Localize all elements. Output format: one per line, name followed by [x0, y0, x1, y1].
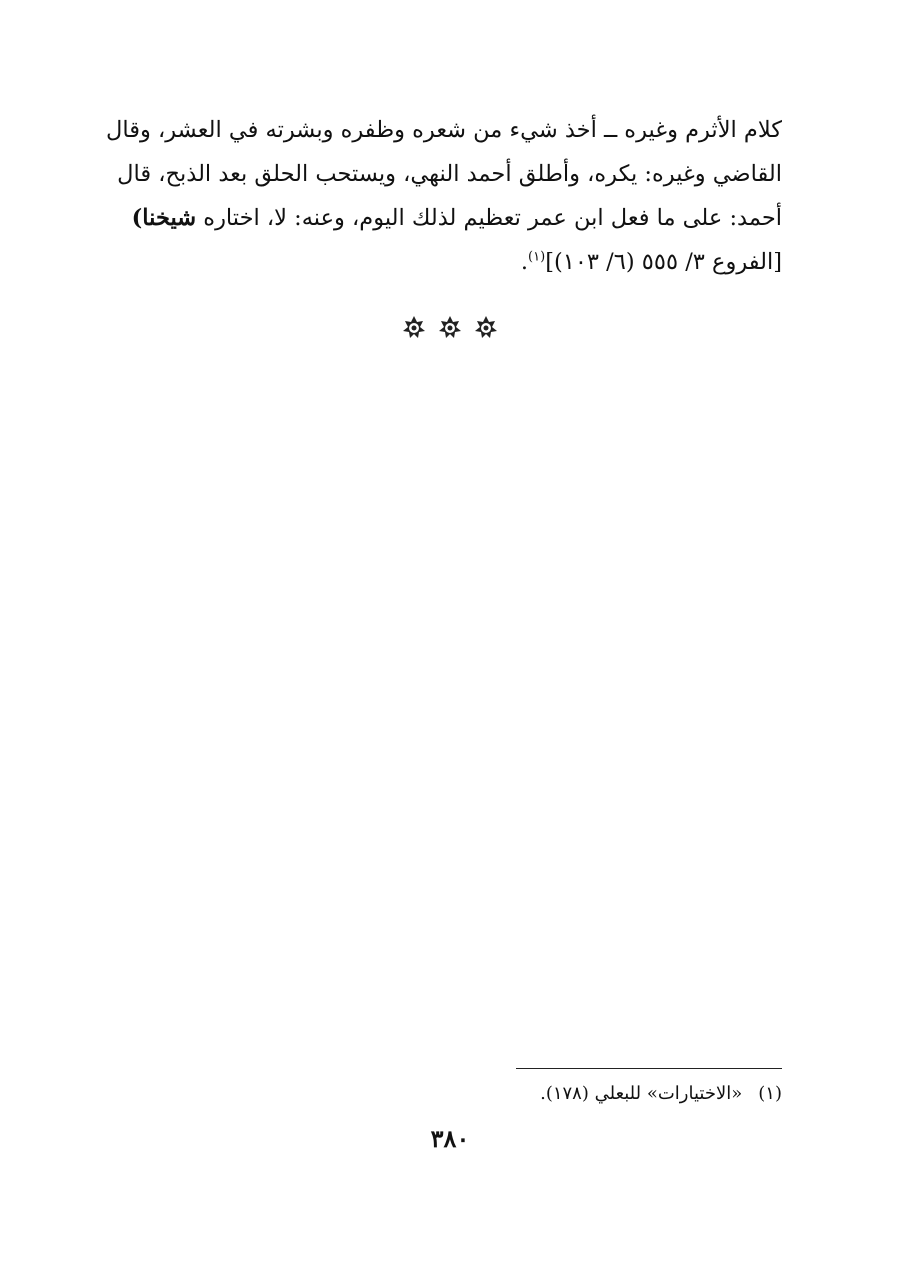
footnote-reference: (١)	[528, 249, 546, 265]
footnote-number: (١)	[758, 1083, 782, 1104]
body-line-1: كلام الأثرم وغيره ــ أخذ شيء من شعره وظفره وبشرته في العشر، وقال	[106, 117, 782, 143]
section-divider-ornaments	[0, 315, 900, 341]
body-line-3	[118, 196, 782, 240]
end-punctuation: .	[520, 249, 529, 275]
body-line-4	[118, 240, 782, 284]
star-ornament-icon	[473, 315, 499, 341]
body-line-2: القاضي وغيره: يكره، وأطلق أحمد النهي، ويستحب الحلق بعد الذبح، قال	[117, 161, 782, 187]
footnote-text: «الاختيارات» للبعلي (١٧٨).	[540, 1083, 743, 1104]
page-number: ٣٨٠	[430, 1124, 470, 1153]
body-text	[106, 108, 782, 284]
body-line-3-text: أحمد: على ما فعل ابن عمر تعظيم لذلك اليوم، وعنه: لا، اختاره	[203, 205, 782, 231]
shaykhuna-emphasis: شيخنا)	[131, 205, 197, 231]
source-citation: [الفروع ٣/ ٥٥٥ (٦/ ١٠٣)]	[545, 249, 782, 275]
footnote	[540, 1080, 782, 1108]
star-ornament-icon	[437, 315, 463, 341]
footnote-separator	[516, 1068, 782, 1069]
star-ornament-icon	[401, 315, 427, 341]
